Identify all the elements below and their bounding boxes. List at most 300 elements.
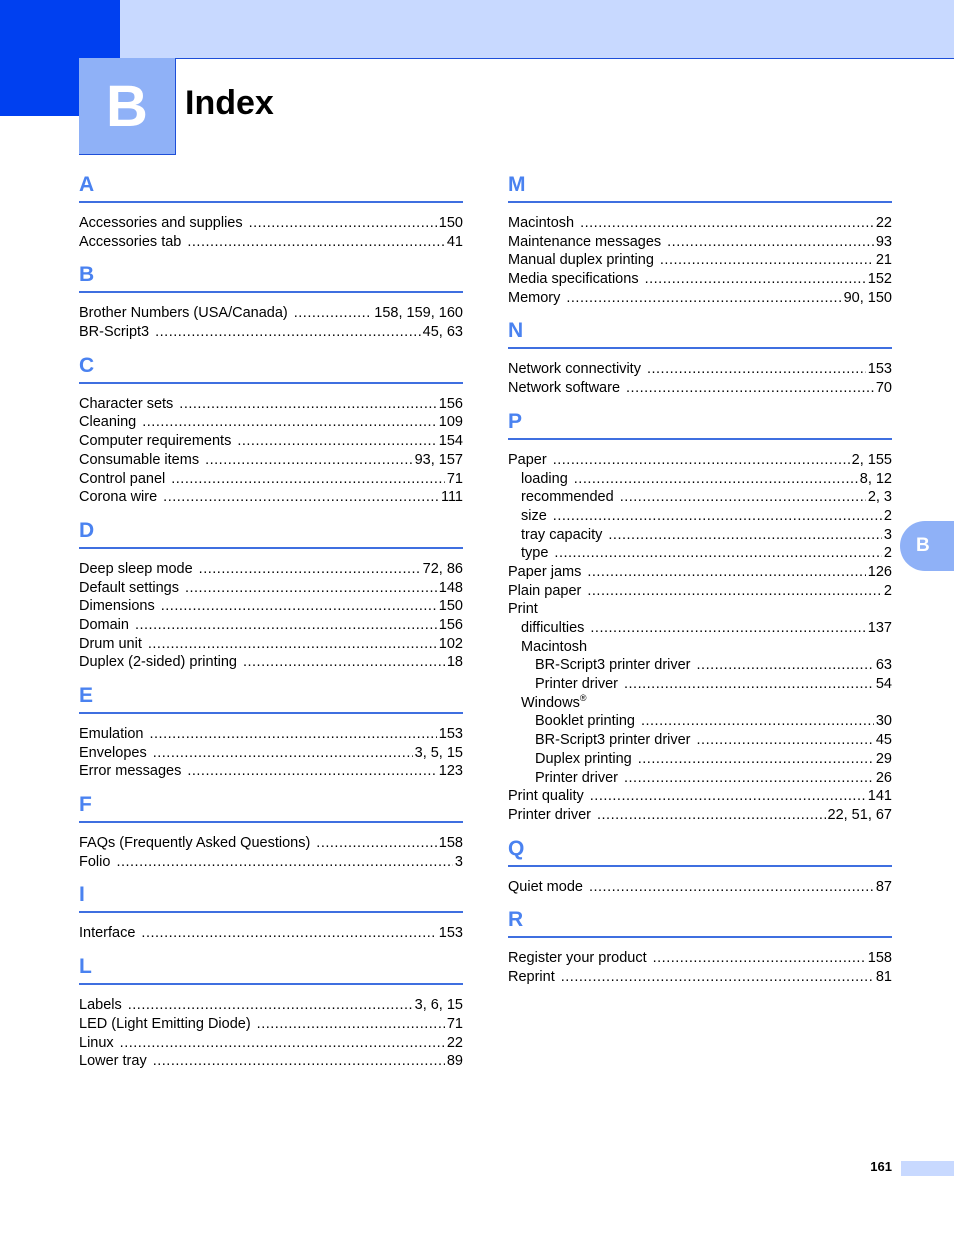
index-entry[interactable] <box>508 619 892 638</box>
dot-leader <box>553 451 850 470</box>
entry-term-text: Register your product <box>508 950 647 967</box>
entry-pages[interactable]: 156 <box>438 395 463 412</box>
index-entry[interactable] <box>508 712 892 731</box>
entry-term <box>508 214 574 233</box>
dot-leader <box>697 731 874 750</box>
index-entry[interactable] <box>508 968 892 987</box>
entry-term-text: Lower tray <box>79 1053 147 1070</box>
entry-term-text: Linux <box>79 1034 114 1051</box>
entry-pages[interactable]: 45, 63 <box>422 324 463 341</box>
entry-term <box>521 544 548 563</box>
entry-term <box>508 379 620 398</box>
entry-term <box>79 762 181 781</box>
dot-leader <box>153 1052 445 1071</box>
dot-leader <box>171 470 445 489</box>
entry-pages[interactable]: 29 <box>875 750 892 767</box>
entry-term-text: Paper <box>508 451 547 468</box>
index-entry[interactable] <box>79 1052 463 1071</box>
index-section-d <box>79 516 463 672</box>
section-letter: C <box>79 353 95 377</box>
page-title: Index <box>185 84 274 122</box>
entry-pages[interactable]: 158 <box>438 835 463 852</box>
index-entry[interactable] <box>79 1015 463 1034</box>
index-entry[interactable] <box>508 750 892 769</box>
entry-pages[interactable]: 22 <box>875 215 892 231</box>
entry-pages[interactable]: 158, 159, 160 <box>374 305 463 322</box>
entry-pages[interactable]: 141 <box>867 788 892 805</box>
entry-term-text: Accessories tab <box>79 233 182 250</box>
entry-pages[interactable]: 26 <box>875 769 892 786</box>
entry-term-text: Duplex (2-sided) printing <box>79 654 237 671</box>
entry-term <box>79 560 193 579</box>
entry-term-text: Reprint <box>508 968 555 985</box>
index-entry[interactable] <box>508 731 892 750</box>
entry-pages[interactable]: 126 <box>867 563 892 580</box>
entry-term <box>535 731 691 750</box>
entry-pages[interactable]: 54 <box>875 676 892 693</box>
page-number-bar <box>901 1161 954 1176</box>
entry-term-text: Dimensions <box>79 598 155 615</box>
section-letter: A <box>79 173 95 196</box>
dot-leader <box>645 270 866 289</box>
entry-pages[interactable]: 45 <box>875 732 892 749</box>
section-rule <box>79 201 463 203</box>
index-column-left <box>79 170 463 1080</box>
dot-leader <box>620 488 866 507</box>
entry-term-text: BR-Script3 printer driver <box>535 732 691 749</box>
dot-leader <box>149 725 436 744</box>
index-section-n <box>508 316 892 397</box>
dot-leader <box>589 878 874 897</box>
dot-leader <box>660 251 874 270</box>
entry-pages[interactable]: 137 <box>867 620 892 636</box>
registered-mark: ® <box>579 692 587 703</box>
dot-leader <box>624 769 874 788</box>
page-number: 161 <box>870 1159 892 1174</box>
index-entry[interactable] <box>79 853 463 872</box>
dot-leader <box>566 289 841 308</box>
dot-leader <box>653 949 866 968</box>
section-rule <box>79 712 463 714</box>
entry-pages[interactable]: 71 <box>446 470 463 487</box>
entry-pages[interactable]: 70 <box>875 380 892 397</box>
entry-term <box>508 968 555 987</box>
dot-leader <box>697 656 874 675</box>
entry-term <box>79 432 231 451</box>
section-rule <box>508 347 892 349</box>
entry-term-text: Booklet printing <box>535 713 635 730</box>
entry-pages[interactable]: 93 <box>875 233 892 250</box>
entry-pages[interactable]: 72, 86 <box>422 560 463 577</box>
entry-term <box>79 233 181 252</box>
dot-leader <box>199 560 421 579</box>
entry-term <box>79 1034 114 1053</box>
entry-term-text: Media specifications <box>508 271 639 288</box>
section-rule <box>79 382 463 384</box>
entry-pages[interactable]: 22 <box>446 1034 463 1051</box>
dot-leader <box>587 582 882 601</box>
index-entry[interactable] <box>508 289 892 308</box>
entry-pages[interactable]: 2 <box>883 545 892 562</box>
index-entry[interactable] <box>79 996 463 1015</box>
entry-term <box>79 653 237 672</box>
dot-leader <box>257 1015 445 1034</box>
section-letter: M <box>508 173 526 196</box>
entry-term <box>508 233 661 252</box>
entry-pages[interactable]: 90, 150 <box>843 289 892 306</box>
index-entry[interactable] <box>508 507 892 526</box>
entry-term-text: Printer driver <box>535 676 618 693</box>
index-entry[interactable] <box>79 635 463 654</box>
index-entry[interactable] <box>508 488 892 507</box>
index-entry[interactable] <box>79 1034 463 1053</box>
entry-pages[interactable]: 150 <box>438 215 463 231</box>
dot-leader <box>153 744 413 763</box>
entry-term-text: LED (Light Emitting Diode) <box>79 1015 251 1032</box>
index-entry[interactable] <box>508 379 892 398</box>
section-rule <box>508 201 892 203</box>
entry-term-text: Accessories and supplies <box>79 215 243 231</box>
entry-term <box>508 878 583 897</box>
index-entry[interactable] <box>79 924 463 943</box>
dot-leader <box>161 597 437 616</box>
index-section-e <box>79 681 463 781</box>
entry-pages[interactable]: 3 <box>883 526 892 543</box>
section-letter: R <box>508 908 524 932</box>
entry-term-text: Windows <box>521 694 580 711</box>
entry-pages[interactable]: 81 <box>875 968 892 985</box>
dot-leader <box>128 996 413 1015</box>
entry-pages[interactable]: 152 <box>867 271 892 288</box>
entry-pages[interactable]: 156 <box>438 616 463 633</box>
section-letter: Q <box>508 836 525 860</box>
index-entry[interactable] <box>79 323 463 342</box>
section-letter: D <box>79 518 95 542</box>
entry-term <box>79 597 155 616</box>
index-entry[interactable] <box>508 251 892 270</box>
entry-term-text: Envelopes <box>79 744 147 761</box>
chapter-side-tab[interactable]: B <box>900 521 954 571</box>
dot-leader <box>155 323 421 342</box>
entry-pages[interactable]: 22, 51, 67 <box>827 806 892 823</box>
section-rule <box>79 547 463 549</box>
index-entry[interactable] <box>508 600 892 619</box>
index-entry[interactable] <box>79 304 463 323</box>
entry-pages[interactable]: 63 <box>875 657 892 674</box>
entry-term <box>521 488 614 507</box>
index-entry[interactable] <box>79 725 463 744</box>
dot-leader <box>574 470 858 489</box>
dot-leader <box>626 379 874 398</box>
entry-pages[interactable]: 154 <box>438 433 463 450</box>
index-entry[interactable] <box>508 544 892 563</box>
entry-pages[interactable]: 87 <box>875 878 892 895</box>
entry-term-text: Corona wire <box>79 489 158 506</box>
entry-pages[interactable]: 2 <box>883 507 892 524</box>
entry-term-text: Maintenance messages <box>508 233 662 250</box>
index-entry[interactable] <box>79 451 463 470</box>
entry-term-text: Labels <box>79 997 122 1014</box>
dot-leader <box>142 413 437 432</box>
entry-term <box>79 1052 147 1071</box>
section-rule <box>79 291 463 293</box>
entry-term <box>521 694 586 713</box>
section-rule <box>79 911 463 913</box>
entry-term-text: tray capacity <box>521 526 603 543</box>
entry-pages[interactable]: 102 <box>438 635 463 652</box>
entry-pages[interactable]: 93, 157 <box>414 451 463 468</box>
entry-term <box>521 638 587 657</box>
entry-term-text: size <box>521 507 547 524</box>
section-rule <box>508 936 892 938</box>
entry-term <box>508 451 547 470</box>
section-rule <box>508 865 892 867</box>
entry-term <box>79 451 199 470</box>
entry-pages[interactable]: 89 <box>446 1053 463 1070</box>
index-entry[interactable] <box>508 769 892 788</box>
entry-term <box>508 787 584 806</box>
index-section-r <box>508 905 892 986</box>
dot-leader <box>553 507 882 526</box>
entry-pages[interactable]: 153 <box>438 925 463 942</box>
dot-leader <box>667 233 874 252</box>
entry-term-text: Character sets <box>79 395 174 412</box>
dot-leader <box>187 233 445 252</box>
entry-term <box>79 834 310 853</box>
index-entry[interactable] <box>508 233 892 252</box>
entry-term-text: difficulties <box>521 620 585 636</box>
entry-pages[interactable]: 109 <box>438 414 463 431</box>
entry-term <box>508 251 654 270</box>
entry-pages[interactable]: 3, 5, 15 <box>414 744 463 761</box>
entry-pages[interactable]: 111 <box>440 489 463 506</box>
index-column-right <box>508 170 892 996</box>
index-entry[interactable] <box>508 470 892 489</box>
dot-leader <box>624 675 874 694</box>
index-entry[interactable] <box>508 582 892 601</box>
index-entry[interactable] <box>508 214 892 233</box>
entry-pages[interactable]: 2, 155 <box>851 451 892 468</box>
entry-term <box>521 507 547 526</box>
entry-pages[interactable]: 148 <box>438 579 463 596</box>
index-entry[interactable] <box>508 806 892 825</box>
index-section-a <box>79 170 463 251</box>
entry-term-text: FAQs (Frequently Asked Questions) <box>79 835 311 852</box>
dot-leader <box>638 750 874 769</box>
dot-leader <box>590 619 865 638</box>
index-section-f <box>79 790 463 871</box>
entry-term-text: Default settings <box>79 579 179 596</box>
index-entry[interactable] <box>508 656 892 675</box>
section-rule <box>508 438 892 440</box>
dot-leader <box>148 635 437 654</box>
index-entry[interactable] <box>79 597 463 616</box>
entry-pages[interactable]: 3 <box>454 853 463 870</box>
entry-pages[interactable]: 30 <box>875 713 892 730</box>
index-entry[interactable] <box>79 616 463 635</box>
dot-leader <box>135 616 437 635</box>
entry-term-text: Paper jams <box>508 563 582 580</box>
entry-term <box>535 675 618 694</box>
entry-term <box>79 488 157 507</box>
index-entry[interactable] <box>79 395 463 414</box>
entry-pages[interactable]: 18 <box>446 654 463 671</box>
entry-term <box>535 769 618 788</box>
entry-pages[interactable]: 150 <box>438 598 463 615</box>
section-letter: I <box>79 883 85 907</box>
entry-term <box>535 712 635 731</box>
entry-term-text: Cleaning <box>79 414 137 431</box>
section-letter: L <box>79 955 92 979</box>
dot-leader <box>116 853 452 872</box>
entry-term <box>535 656 691 675</box>
dot-leader <box>120 1034 445 1053</box>
entry-term-text: Print quality <box>508 788 584 805</box>
entry-term <box>521 619 584 638</box>
index-entry[interactable] <box>508 563 892 582</box>
index-entry[interactable] <box>508 360 892 379</box>
entry-term <box>508 289 560 308</box>
index-entry[interactable] <box>508 638 892 657</box>
entry-term-text: BR-Script3 printer driver <box>535 657 691 674</box>
index-entry[interactable] <box>79 834 463 853</box>
entry-term-text: Interface <box>79 925 136 942</box>
entry-term-text: Emulation <box>79 726 144 742</box>
entry-term-text: Duplex printing <box>535 750 632 767</box>
entry-term <box>79 725 143 744</box>
dot-leader <box>179 395 437 414</box>
entry-pages[interactable]: 41 <box>446 233 463 250</box>
section-letter: P <box>508 409 523 433</box>
entry-pages[interactable]: 153 <box>438 726 463 742</box>
header-rule <box>120 58 954 59</box>
entry-term <box>79 1015 251 1034</box>
entry-term-text: Printer driver <box>535 769 618 786</box>
entry-pages[interactable]: 158 <box>867 950 892 967</box>
index-section-i <box>79 880 463 943</box>
dot-leader <box>187 762 436 781</box>
index-entry[interactable] <box>79 560 463 579</box>
section-rule <box>79 821 463 823</box>
entry-term-text: recommended <box>521 489 614 506</box>
entry-term-text: type <box>521 545 549 562</box>
entry-term <box>508 270 639 289</box>
chapter-letter-box: B <box>79 58 176 155</box>
entry-term-text: Error messages <box>79 763 182 780</box>
index-entry[interactable] <box>508 451 892 470</box>
entry-term-text: loading <box>521 470 568 487</box>
entry-pages[interactable]: 123 <box>438 763 463 780</box>
entry-term-text: Printer driver <box>508 806 591 823</box>
entry-pages[interactable]: 21 <box>875 252 892 269</box>
entry-term <box>79 635 142 654</box>
entry-term-text: Domain <box>79 616 129 633</box>
index-entry[interactable] <box>79 744 463 763</box>
index-entry[interactable] <box>79 762 463 781</box>
entry-term-text: Drum unit <box>79 635 142 652</box>
entry-term-text: Print <box>508 601 538 618</box>
dot-leader <box>587 563 865 582</box>
dot-leader <box>641 712 874 731</box>
header-band-light <box>120 0 954 58</box>
index-entry[interactable] <box>79 233 463 252</box>
entry-term-text: Network software <box>508 380 621 397</box>
entry-term <box>79 924 135 943</box>
entry-term <box>79 996 122 1015</box>
dot-leader <box>554 544 882 563</box>
entry-term-text: Consumable items <box>79 451 200 468</box>
dot-leader <box>580 214 874 233</box>
entry-term <box>79 470 165 489</box>
index-entry[interactable] <box>79 413 463 432</box>
index-entry[interactable] <box>508 694 892 713</box>
index-entry[interactable] <box>79 653 463 672</box>
index-entry[interactable] <box>79 432 463 451</box>
entry-term-text: BR-Script3 <box>79 324 150 341</box>
entry-term <box>535 750 632 769</box>
index-entry[interactable] <box>508 787 892 806</box>
index-entry[interactable] <box>508 270 892 289</box>
dot-leader <box>141 924 436 943</box>
dot-leader <box>163 488 439 507</box>
index-entry[interactable] <box>508 878 892 897</box>
entry-pages[interactable]: 2 <box>883 582 892 599</box>
index-entry[interactable] <box>508 675 892 694</box>
dot-leader <box>243 653 445 672</box>
index-entry[interactable] <box>79 488 463 507</box>
entry-term-text: Manual duplex printing <box>508 252 654 269</box>
index-entry[interactable] <box>508 949 892 968</box>
entry-pages[interactable]: 2, 3 <box>867 489 892 506</box>
entry-term-text: Quiet mode <box>508 878 583 895</box>
entry-term <box>508 582 581 601</box>
entry-term <box>79 323 149 342</box>
dot-leader <box>647 360 866 379</box>
dot-leader <box>185 579 437 598</box>
section-letter: B <box>79 263 95 287</box>
dot-leader <box>205 451 413 470</box>
entry-term-text: Macintosh <box>508 215 575 231</box>
entry-term-text: Macintosh <box>521 638 588 655</box>
entry-term <box>508 600 538 619</box>
entry-term <box>79 413 136 432</box>
entry-term <box>79 744 147 763</box>
entry-term <box>79 616 129 635</box>
entry-term <box>508 806 591 825</box>
index-section-l <box>79 952 463 1071</box>
entry-term-text: Control panel <box>79 470 166 487</box>
dot-leader <box>590 787 866 806</box>
index-section-c <box>79 351 463 507</box>
entry-pages[interactable]: 8, 12 <box>859 470 892 487</box>
index-entry[interactable] <box>79 579 463 598</box>
entry-term-text: Computer requirements <box>79 433 232 450</box>
dot-leader <box>561 968 874 987</box>
entry-pages[interactable]: 71 <box>446 1015 463 1032</box>
entry-pages[interactable]: 3, 6, 15 <box>414 997 463 1014</box>
entry-term <box>79 853 110 872</box>
entry-term <box>79 214 243 233</box>
entry-term <box>521 526 602 545</box>
index-entry[interactable] <box>79 470 463 489</box>
index-entry[interactable] <box>79 214 463 233</box>
entry-pages[interactable]: 153 <box>867 361 892 378</box>
index-entry[interactable] <box>508 526 892 545</box>
entry-term-text: Folio <box>79 853 111 870</box>
entry-term <box>508 360 641 379</box>
entry-term-text: Plain paper <box>508 582 582 599</box>
entry-term <box>79 579 179 598</box>
